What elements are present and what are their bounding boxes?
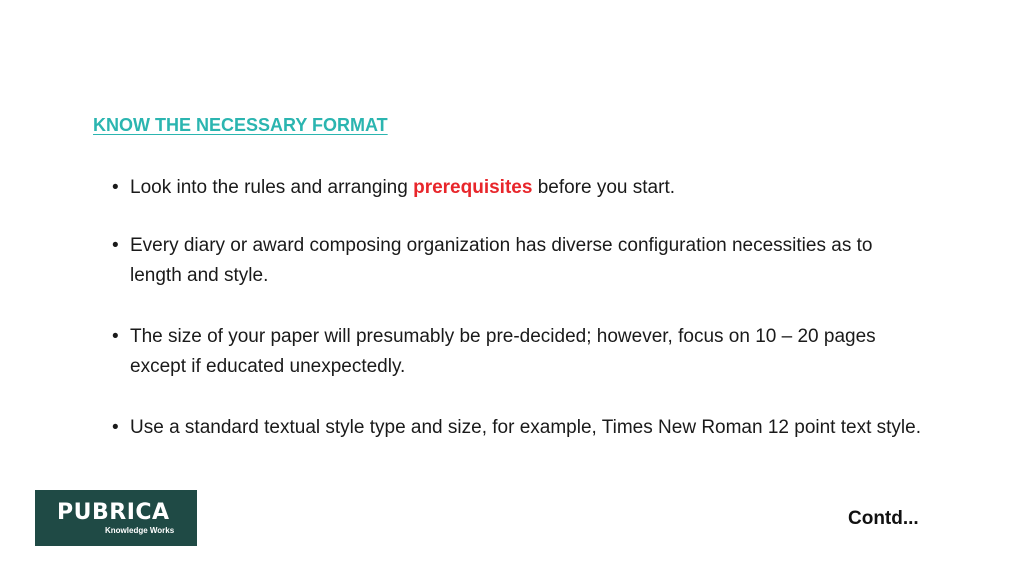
bullet-item	[112, 231, 927, 291]
logo-tagline: Knowledge Works	[105, 526, 175, 535]
logo-wordmark: PUBRICA	[57, 500, 170, 525]
bullet-item	[112, 322, 927, 382]
bullet-icon: •	[112, 417, 119, 438]
highlighted-term: prerequisites	[413, 177, 533, 198]
bullet-icon: •	[112, 235, 119, 256]
bullet-icon: •	[112, 326, 119, 347]
continued-label: Contd...	[848, 508, 919, 529]
bullet-text-start: Look into the rules and arranging	[130, 177, 414, 198]
bullet-text: Use a standard textual style type and size, for example, Times New Roman 12 point text style.	[130, 417, 921, 438]
pubrica-logo	[35, 490, 197, 546]
bullet-text	[130, 173, 927, 203]
bullet-icon: •	[112, 177, 119, 198]
bullet-text: The size of your paper will presumably be pre-decided; however, focus on 10 – 20 pages except if educated unexpectedly.	[130, 326, 876, 377]
bullet-item	[112, 413, 927, 443]
section-heading: KNOW THE NECESSARY FORMAT	[93, 115, 388, 135]
bullet-item	[112, 173, 927, 203]
bullet-text-end: before you start.	[532, 177, 675, 198]
bullet-text: Every diary or award composing organization has diverse configuration necessities as to length and style.	[130, 235, 873, 286]
